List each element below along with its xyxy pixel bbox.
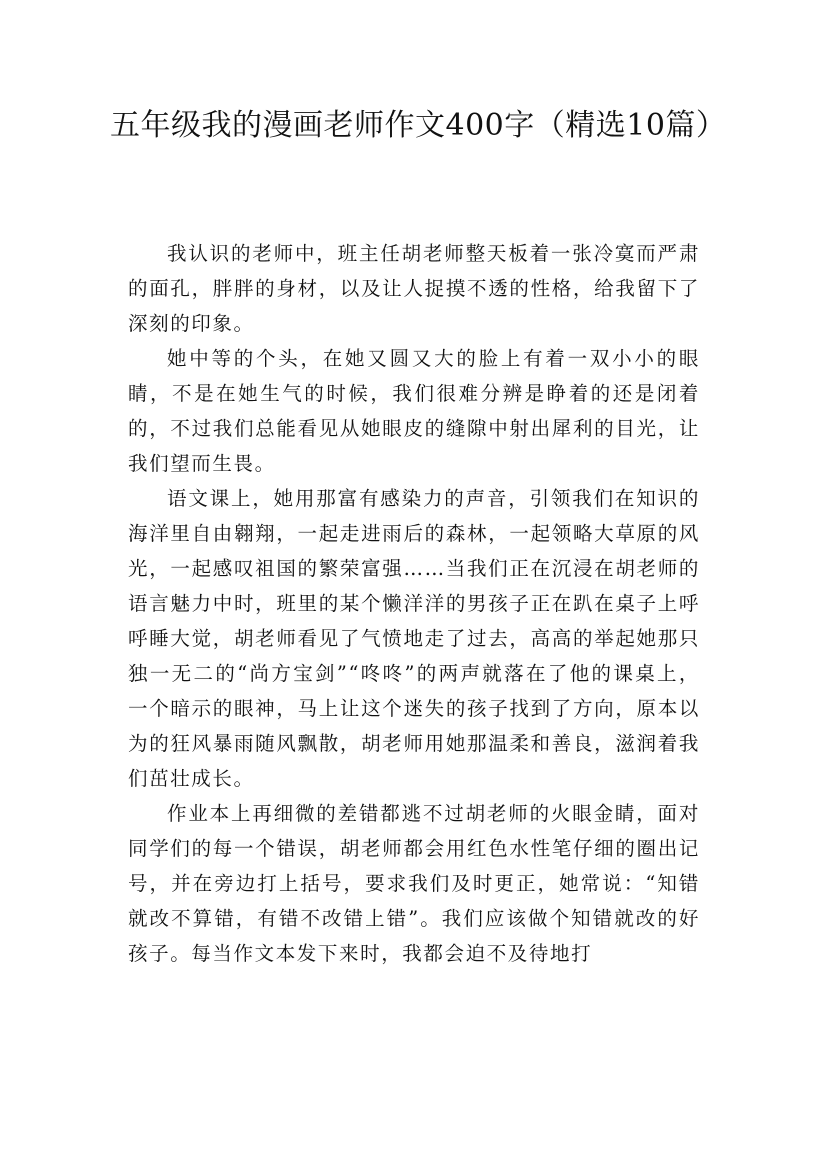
document-title: 五年级我的漫画老师作文400字（精选10篇）: [110, 108, 727, 143]
paragraph-4: 作业本上再细微的差错都逃不过胡老师的火眼金睛，面对同学们的每一个错误，胡老师都会用红色水性笔仔细的圈出记号，并在旁边打上括号，要求我们及时更正，她常说：“知错就改不算错，有错不改错上错”。我们应该做个知错就改的好孩子。每当作文本发下来时，我都会迫不及待地打: [128, 802, 700, 965]
paragraph-3: 语文课上，她用那富有感染力的声音，引领我们在知识的海洋里自由翱翔，一起走进雨后的森林，一起领略大草原的风光，一起感叹祖国的繁荣富强……当我们正在沉浸在胡老师的语言魅力中时，班里的某个懒洋洋的男孩子正在趴在桌子上呼呼睡大觉，胡老师看见了气愤地走了过去，高高的举起她那只独一无二的“尚方宝剑”“咚咚”的两声就落在了他的课桌上，一个暗示的眼神，马上让这个迷失的孩子找到了方向，原本以为的狂风暴雨随风飘散，胡老师用她那温柔和善良，滋润着我们茁壮成长。: [128, 487, 700, 790]
paragraph-1: 我认识的老师中，班主任胡老师整天板着一张冷寞而严肃的面孔，胖胖的身材，以及让人捉摸不透的性格，给我留下了深刻的印象。: [128, 242, 700, 335]
document-body: [128, 236, 700, 971]
paragraph-2: 她中等的个头，在她又圆又大的脸上有着一双小小的眼睛，不是在她生气的时候，我们很难分辨是睁着的还是闭着的，不过我们总能看见从她眼皮的缝隙中射出犀利的目光，让我们望而生畏。: [128, 347, 700, 475]
